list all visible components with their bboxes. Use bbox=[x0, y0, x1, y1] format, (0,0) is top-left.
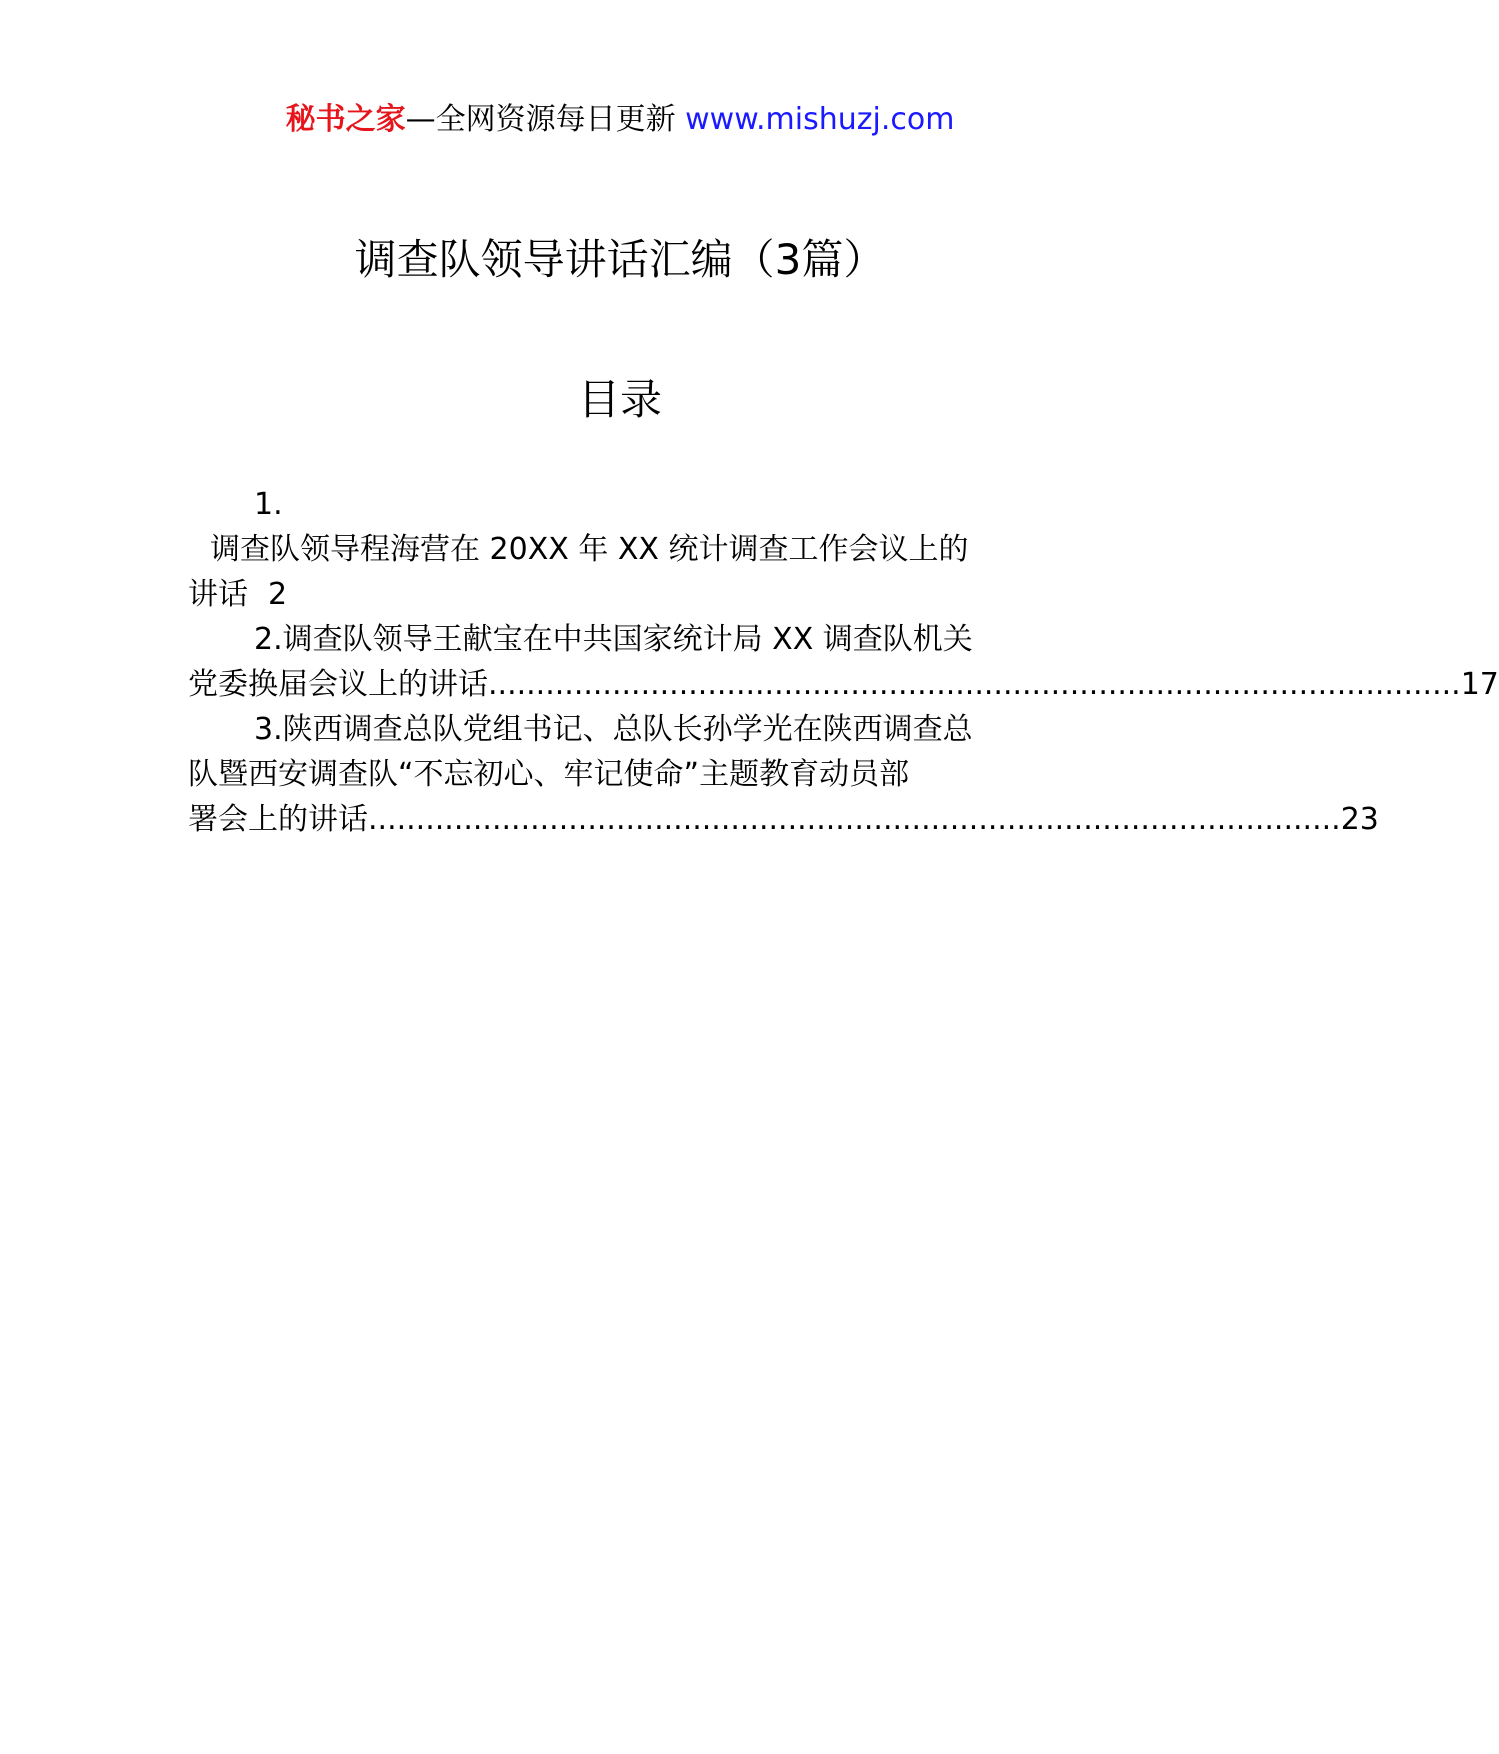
toc-item-2-text: 党委换届会议上的讲话 bbox=[188, 667, 488, 702]
site-url-link[interactable]: www.mishuzj.com bbox=[685, 102, 955, 137]
toc-item-2-line[interactable]: 2.调查队领导王献宝在中共国家统计局 XX 调查队机关 bbox=[254, 622, 973, 657]
toc-item-1-line[interactable]: 调查队领导程海营在 20XX 年 XX 统计调查工作会议上的 bbox=[210, 532, 969, 567]
toc-item-1-number: 1. bbox=[254, 487, 283, 522]
toc-item-2-page: 17 bbox=[1460, 667, 1499, 702]
toc-heading: 目录 bbox=[577, 375, 662, 424]
toc-item-1-page: 2 bbox=[268, 577, 288, 612]
brand-name: 秘书之家 bbox=[285, 102, 406, 137]
toc-item-2-line[interactable] bbox=[188, 662, 1499, 707]
toc-item-1-line[interactable] bbox=[188, 572, 1053, 617]
table-of-contents bbox=[188, 482, 1499, 842]
toc-item-1-text: 讲话 bbox=[188, 577, 248, 612]
toc-leader-dots: ...................................................................................................... bbox=[368, 802, 1341, 837]
toc-item-3-page: 23 bbox=[1340, 802, 1379, 837]
toc-item-3-text: 署会上的讲话 bbox=[188, 802, 368, 837]
document-title: 调查队领导讲话汇编（3篇） bbox=[354, 235, 886, 284]
toc-item-3-line[interactable]: 3.陕西调查总队党组书记、总队长孙学光在陕西调查总 bbox=[254, 712, 973, 747]
toc-leader-dots: ...................................................................................................... bbox=[488, 667, 1461, 702]
site-header bbox=[0, 100, 1240, 140]
toc-item-3-line[interactable] bbox=[188, 797, 1379, 842]
toc-item-3-line[interactable]: 队暨西安调查队“不忘初心、牢记使命”主题教育动员部 bbox=[188, 757, 910, 792]
header-tagline: —全网资源每日更新 bbox=[405, 102, 676, 137]
